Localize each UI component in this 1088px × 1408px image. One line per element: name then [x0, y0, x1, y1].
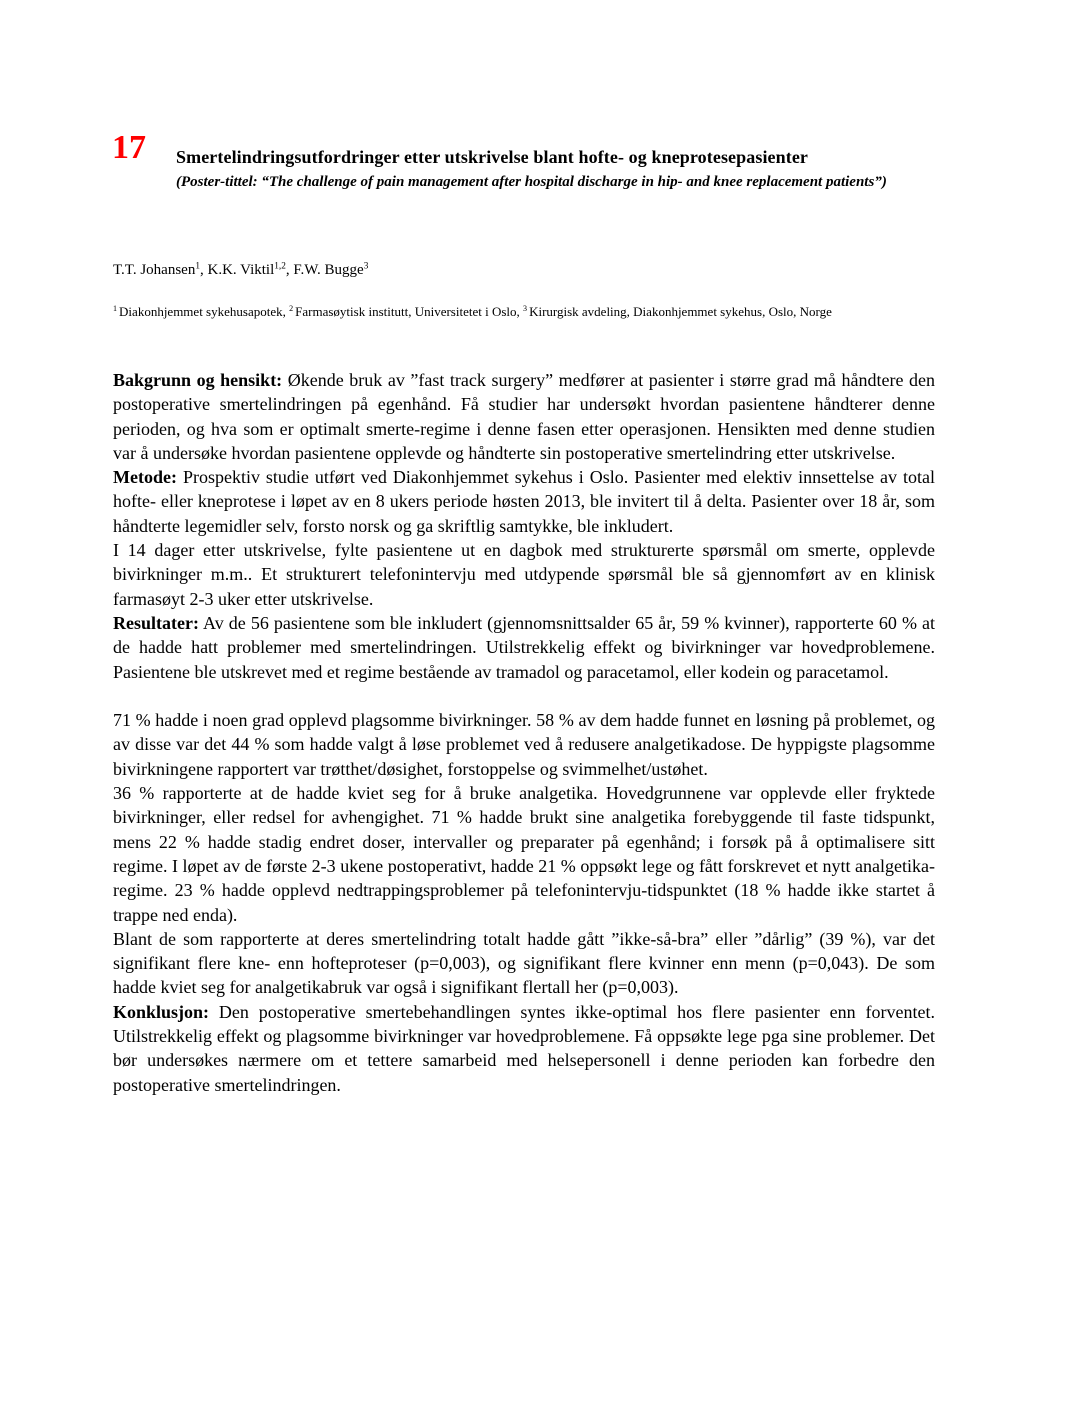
- conclusion-paragraph: [113, 1000, 935, 1097]
- results-paragraph: [113, 611, 935, 684]
- paragraph-gap: [113, 684, 935, 708]
- affiliation-text: Diakonhjemmet sykehusapotek,: [119, 304, 290, 319]
- affiliation-text: Farmasøytisk institutt, Universitetet i Oslo,: [295, 304, 524, 319]
- affiliation-text: Kirurgisk avdeling, Diakonhjemmet sykehus, Oslo, Norge: [529, 304, 832, 319]
- author-name: F.W. Bugge: [293, 262, 364, 278]
- method-paragraph: [113, 465, 935, 538]
- background-text: Økende bruk av ”fast track surgery” medfører at pasienter i større grad må håndtere den postoperative smertelindringen på egenhånd. Få studier har undersøkt hvordan pasientene håndterer denne perioden, og hva som er optimalt smerte-regime i denne fasen etter operasjonen. Hensikten med denne studien var å undersøke hvordan pasientene opplevde og håndterte sin postoperative smertelindring etter utskrivelse.: [113, 370, 936, 463]
- results-text: Av de 56 pasientene som ble inkludert (gjennomsnittsalder 65 år, 59 % kvinner), rapporterte 60 % at de hadde hatt problemer med smertelindringen. Utilstrekkelig effekt og bivirkninger var hovedproblemene. Pasientene ble utskrevet med et regime bestående av tramadol og paracetamol, eller kodein og paracetamol.: [113, 612, 935, 682]
- conclusion-label: Konklusjon:: [113, 1001, 210, 1022]
- background-label: Bakgrunn og hensikt:: [113, 370, 283, 390]
- author-list: [113, 260, 368, 280]
- abstract-body: [113, 368, 935, 1097]
- abstract-number: 17: [112, 129, 146, 166]
- background-paragraph: [113, 368, 935, 465]
- author-separator: ,: [200, 262, 208, 278]
- conclusion-text: Den postoperative smertebehandlingen syntes ikke-optimal hos flere pasienter enn forventet. Utilstrekkelig effekt og plagsomme bivirkninger var hovedproblemene. Få oppsøkte lege pga sine problemer. Det bør undersøkes nærmere om et tettere samarbeid med helsepersonell i denne perioden kan forbedre den postoperative smertelindringen.: [113, 1001, 935, 1095]
- author-name: T.T. Johansen: [113, 262, 196, 278]
- results-paragraph-3: 36 % rapporterte at de hadde kviet seg for å bruke analgetika. Hovedgrunnene var opplevde eller fryktede bivirkninger, eller redsel for avhengighet. 71 % hadde brukt sine analgetika forebyggende til faste tidspunkt, mens 22 % hadde stadig endret doser, intervaller og preparater på egenhånd; i forsøk på å optimalisere sitt regime. I løpet av de første 2-3 ukene postoperativt, hadde 21 % oppsøkt lege og fått forskrevet et nytt analgetika-regime. 23 % hadde opplevd nedtrappingsproblemer på telefonintervju-tidspunktet (18 % hadde ikke startet å trappe ned enda).: [113, 783, 935, 925]
- author-affiliation-marker: 1,2: [274, 261, 286, 272]
- author-affiliation-marker: 3: [363, 261, 369, 272]
- author-name: K.K. Viktil: [207, 262, 275, 278]
- affiliation-marker: 2: [289, 304, 296, 314]
- method-label: Metode:: [113, 467, 177, 488]
- page-title: Smertelindringsutfordringer etter utskrivelse blant hofte- og kneprotesepasienter: [176, 147, 809, 167]
- results-paragraph-2: 71 % hadde i noen grad opplevd plagsomme bivirkninger. 58 % av dem hadde funnet en løsning på problemet, og av disse var det 44 % som hadde valgt å løse problemet ved å redusere analgetikadose. De hyppigste plagsomme bivirkningene rapportert var trøtthet/døsighet, forstoppelse og svimmelhet/ustøhet.: [113, 710, 935, 779]
- results-label: Resultater:: [113, 612, 199, 633]
- poster-title: (Poster-tittel: “The challenge of pain management after hospital discharge in hip- and knee replacement patients”): [176, 174, 887, 190]
- author-affiliation-marker: 1: [195, 261, 200, 272]
- method-text: Prospektiv studie utført ved Diakonhjemmet sykehus i Oslo. Pasienter med elektiv innsettelse av total hofte- eller kneprotese i løpet av en 8 ukers periode høsten 2013, ble invitert til å delta. Pasienter over 18 år, som håndterte legemidler selv, forsto norsk og ga skriftlig samtykke, ble inkludert.: [113, 467, 935, 536]
- author-separator: ,: [285, 262, 294, 278]
- affiliation-marker: 1: [113, 304, 120, 314]
- affiliation-marker: 3: [523, 304, 530, 314]
- results-paragraph-4: Blant de som rapporterte at deres smertelindring totalt hadde gått ”ikke-så-bra” eller ”dårlig” (39 %), var det signifikant flere kne- enn hofteproteser (p=0,003), og signifikant flere kvinner enn menn (p=0,043). De som hadde kviet seg for analgetikabruk var også i signifikant flertall her (p=0,003).: [113, 928, 935, 998]
- method-paragraph-2: I 14 dager etter utskrivelse, fylte pasientene ut en dagbok med strukturerte spørsmål om smerte, opplevde bivirkninger m.m.. Et strukturert telefonintervju med utdypende spørsmål ble så gjennomført av en klinisk farmasøyt 2-3 uker etter utskrivelse.: [113, 540, 935, 609]
- affiliations: [113, 302, 943, 322]
